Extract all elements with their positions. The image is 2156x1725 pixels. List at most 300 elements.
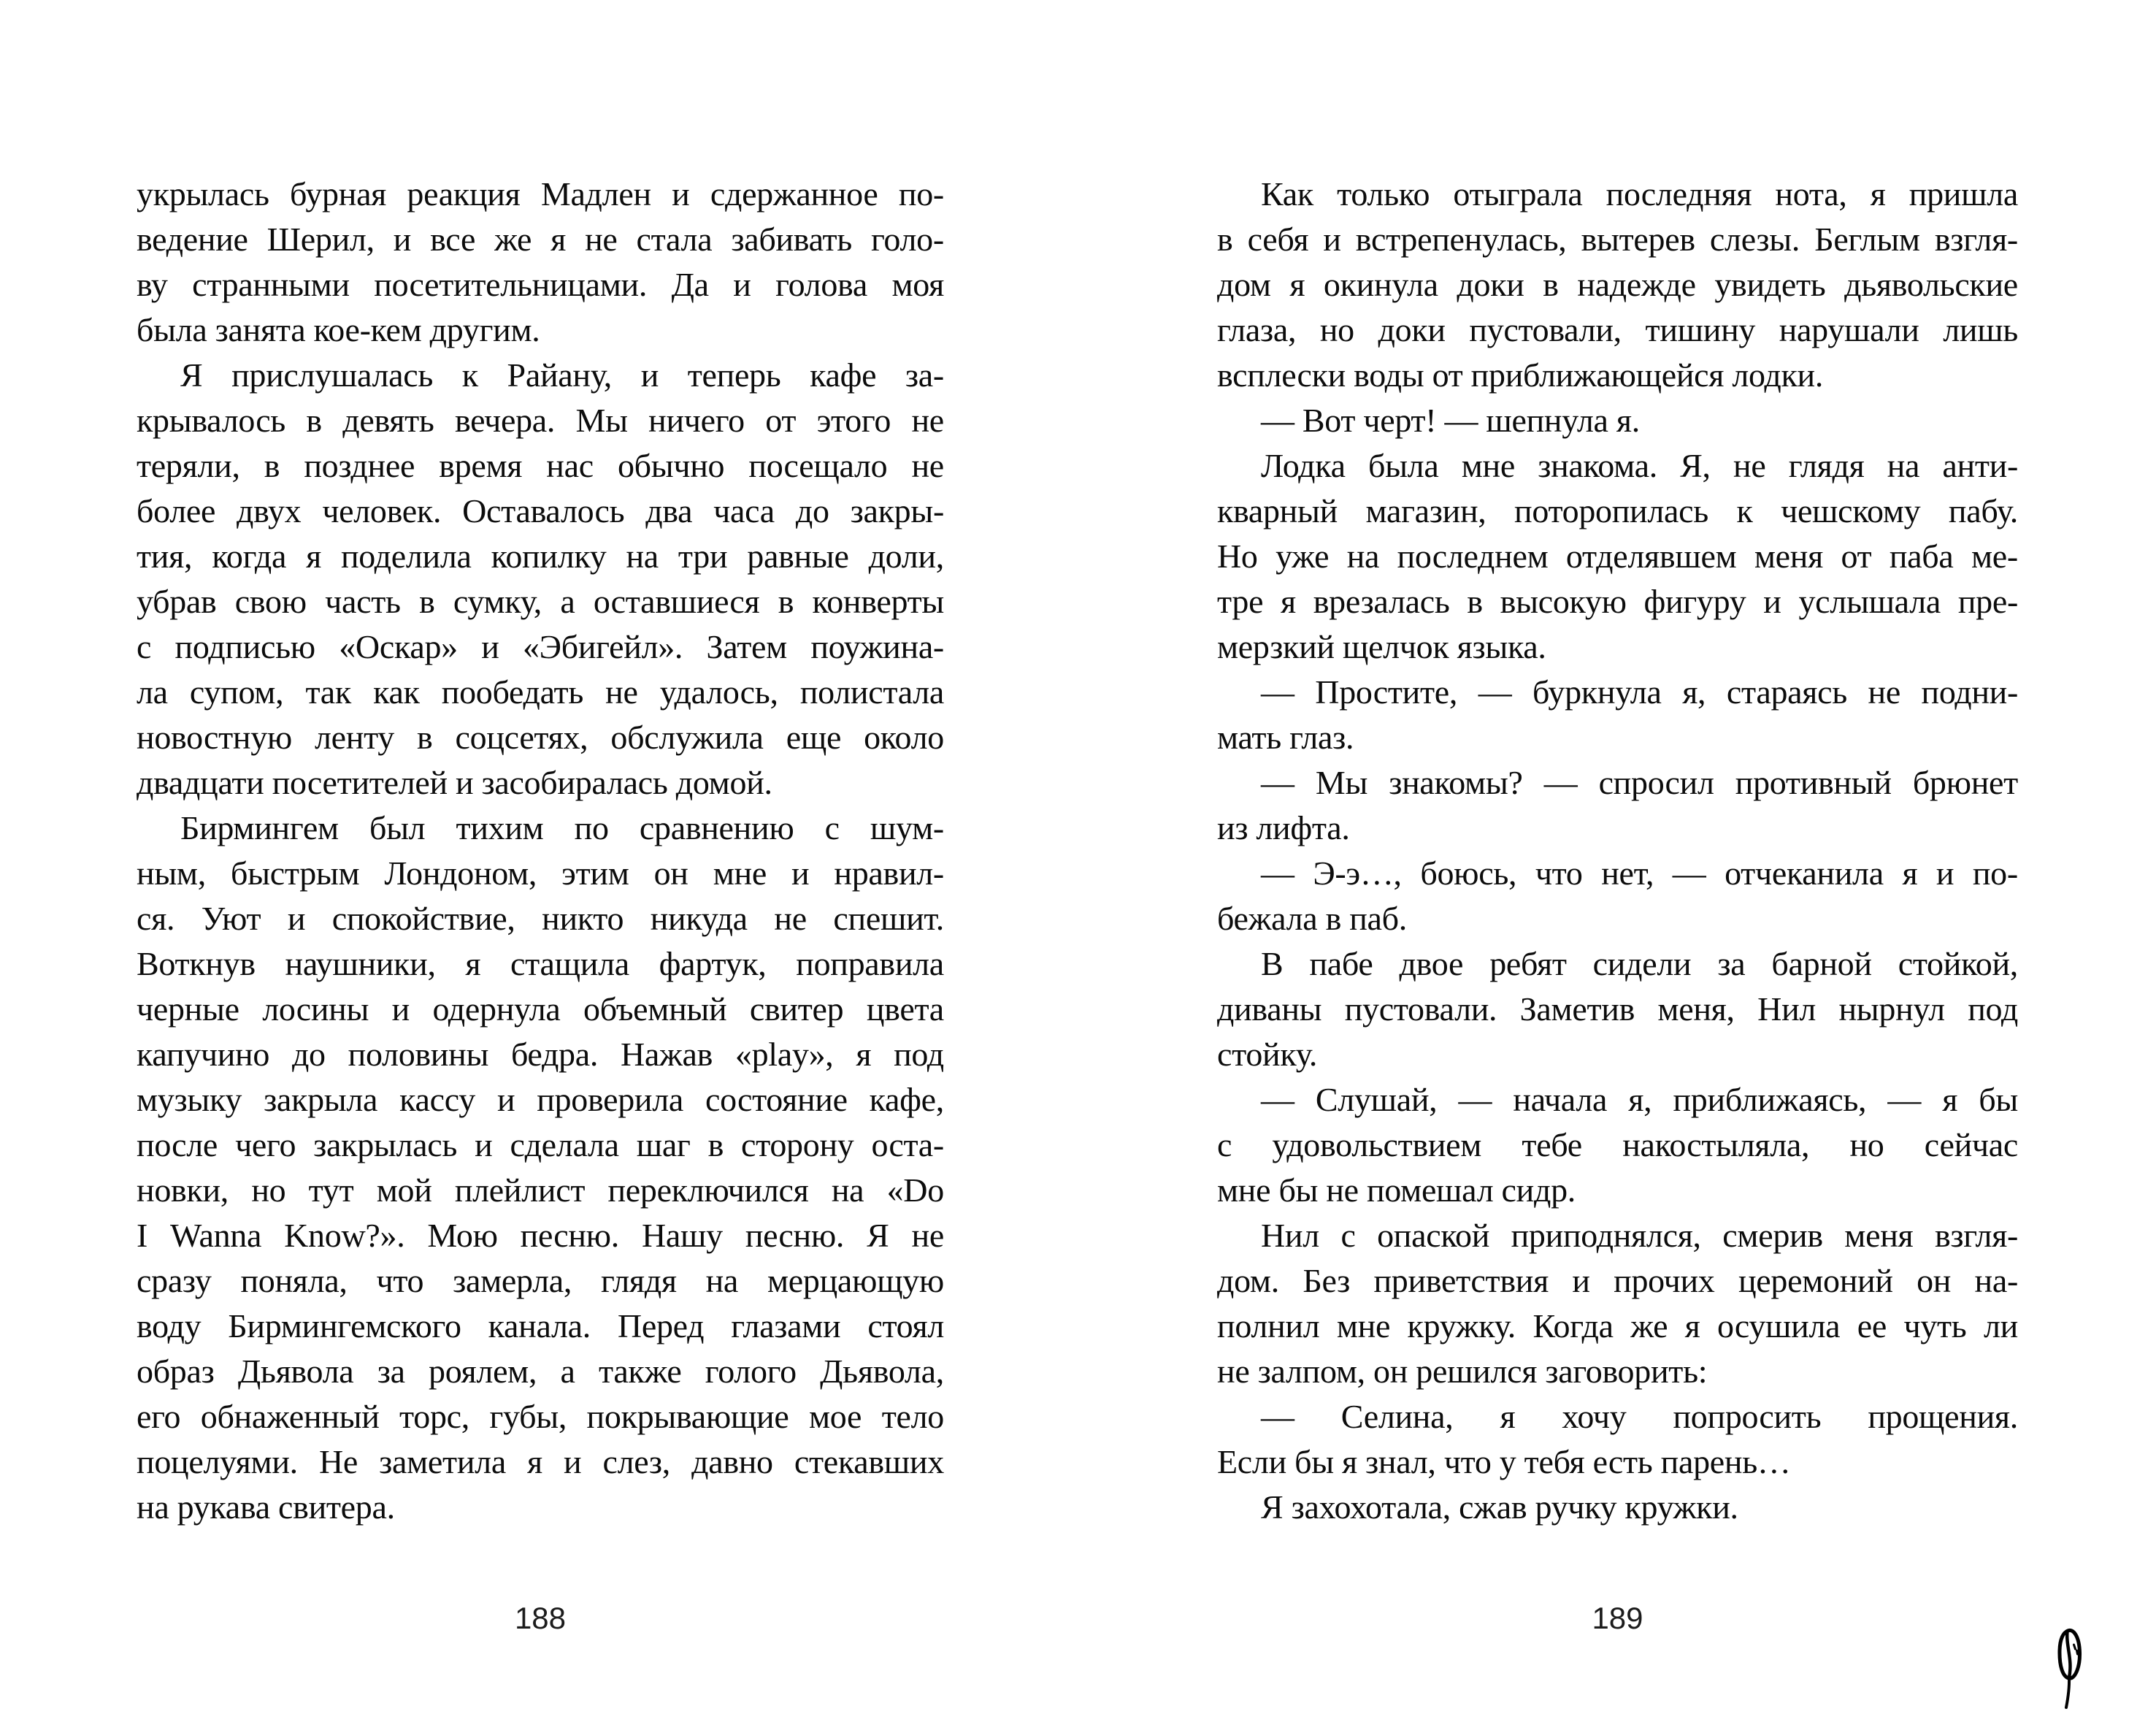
word: и [287, 900, 306, 937]
word: бурная [290, 175, 387, 213]
word: под [894, 1036, 944, 1073]
word: чуть [1903, 1307, 1967, 1345]
text-line [137, 1077, 944, 1122]
word: дом [1217, 266, 1271, 303]
text-line: всплески воды от приближающейся лодки. [1217, 356, 1824, 394]
word: барной [1771, 945, 1872, 982]
text-line [137, 579, 944, 624]
word: а [560, 1353, 575, 1390]
word: обнаженный [200, 1398, 380, 1435]
word: в [1217, 221, 1233, 258]
text-line [1217, 1122, 2018, 1168]
word: Райану, [507, 356, 612, 394]
word: канала. [488, 1307, 591, 1345]
text-line: двадцати посетителей и засобиралась домой. [137, 764, 772, 801]
word: Дьявола, [820, 1353, 944, 1390]
word: объемный [583, 990, 727, 1028]
word: черные [137, 990, 239, 1028]
word: никто [542, 900, 624, 937]
word: сравнению [639, 809, 794, 846]
word: но [1849, 1126, 1884, 1163]
word: ла [137, 673, 168, 711]
word: стоял [867, 1307, 944, 1345]
word: хочу [1562, 1398, 1627, 1435]
feather-icon [2052, 1626, 2087, 1710]
text-line [137, 896, 944, 941]
word: проверила [537, 1081, 684, 1118]
word: пустовали, [1469, 311, 1622, 348]
word: торс, [399, 1398, 469, 1435]
word: теперь [687, 356, 781, 394]
word: на [705, 1262, 739, 1299]
word: обычно [617, 447, 725, 484]
word: спешит. [833, 900, 944, 937]
word: но [1319, 311, 1354, 348]
word: нас [546, 447, 594, 484]
word: я [550, 221, 567, 258]
text-line [1217, 1258, 2018, 1304]
word: с [1340, 1217, 1356, 1254]
word: лишь [1943, 311, 2018, 348]
word: Мадлен [540, 175, 651, 213]
word: доки [1378, 311, 1446, 348]
word: Дьявола [237, 1353, 354, 1390]
text-line [137, 262, 944, 307]
word: на [831, 1171, 864, 1209]
word: Нашу [641, 1217, 723, 1254]
word: «Do [886, 1171, 944, 1209]
text-line [137, 624, 944, 670]
word: сделала [510, 1126, 619, 1163]
word: Мою [427, 1217, 498, 1254]
word: забивать [731, 221, 852, 258]
word: отчеканила [1725, 854, 1884, 892]
word: убрав [137, 583, 217, 620]
word: и [564, 1443, 582, 1480]
word: магазин, [1365, 492, 1486, 529]
word: стекавших [794, 1443, 944, 1480]
word: после [137, 1126, 218, 1163]
word: двое [1399, 945, 1464, 982]
word: обслужила [610, 719, 764, 756]
word: Бирмингем [180, 809, 339, 846]
word: Но [1217, 538, 1258, 575]
text-line [137, 987, 944, 1032]
word: не [911, 402, 944, 439]
word: с [137, 628, 152, 665]
word: музыку [137, 1081, 242, 1118]
word: оставшиеся [593, 583, 760, 620]
text-line: мать глаз. [1217, 719, 1354, 756]
word: встрепенулась, [1355, 221, 1567, 258]
text-line [137, 806, 944, 851]
word: Шерил, [266, 221, 375, 258]
text-line [137, 1304, 944, 1349]
word: переключился [607, 1171, 809, 1209]
text-line [137, 398, 944, 443]
word: анти- [1942, 447, 2018, 484]
word: и [1936, 854, 1954, 892]
word: смерив [1722, 1217, 1823, 1254]
word: два [645, 492, 693, 529]
word: — [1261, 854, 1294, 892]
word: и [393, 221, 412, 258]
word: от [765, 402, 797, 439]
word: доки [1457, 266, 1524, 303]
word: Простите, [1315, 673, 1458, 711]
word: же [1630, 1307, 1668, 1345]
word: Лодка [1261, 447, 1346, 484]
word: вытерев [1581, 221, 1695, 258]
word: мой [376, 1171, 432, 1209]
word: замерла, [453, 1262, 572, 1299]
word: высокую [1500, 583, 1627, 620]
word: пришла [1908, 175, 2018, 213]
word: в [417, 719, 433, 756]
word: соцсетях, [455, 719, 588, 756]
word: взгля- [1934, 1217, 2018, 1254]
word: к [461, 356, 478, 394]
text-line [137, 670, 944, 715]
word: крывалось [137, 402, 285, 439]
word: и [475, 1126, 493, 1163]
word: я [1902, 854, 1918, 892]
word: же [494, 221, 532, 258]
word: отделявшем [1565, 538, 1737, 575]
word: ся. [137, 900, 175, 937]
word: конверты [812, 583, 944, 620]
word: Не [318, 1443, 358, 1480]
word: три [678, 538, 728, 575]
word: нет, [1601, 854, 1654, 892]
word: я [856, 1036, 872, 1073]
word: не [911, 1217, 944, 1254]
word: а [560, 583, 575, 620]
word: — [1887, 1081, 1922, 1118]
word: этого [816, 402, 891, 439]
word: одернула [432, 990, 561, 1028]
word: вечера. [455, 402, 556, 439]
word: поделила [340, 538, 472, 575]
word: теряли, [137, 447, 240, 484]
word: равные [747, 538, 849, 575]
word: состояние [705, 1081, 848, 1118]
word: нарушали [1779, 311, 1919, 348]
word: и [391, 990, 410, 1028]
word: на- [1974, 1262, 2018, 1299]
word: меня, [1657, 990, 1735, 1028]
word: человек. [322, 492, 442, 529]
word: я [1281, 583, 1296, 620]
word: на [626, 538, 659, 575]
word: шаг [636, 1126, 691, 1163]
word: воду [137, 1307, 202, 1345]
word: покрывающие [586, 1398, 789, 1435]
word: Я, [1680, 447, 1711, 484]
word: новки, [137, 1171, 229, 1209]
word: Оставалось [462, 492, 625, 529]
word: до [795, 492, 829, 529]
word: тихим [456, 809, 544, 846]
word: не [1733, 447, 1766, 484]
word: знакома. [1538, 447, 1657, 484]
word: в [419, 583, 435, 620]
word: дом. [1217, 1262, 1279, 1299]
word: его [137, 1398, 181, 1435]
text-line: была занята кое-кем другим. [137, 311, 540, 348]
text-line [137, 1122, 944, 1168]
word: сейчас [1924, 1126, 2018, 1163]
word: Wanna [170, 1217, 262, 1254]
word: не [1868, 673, 1900, 711]
word: образ [137, 1353, 215, 1390]
word: последнем [1397, 538, 1549, 575]
word: последняя [1606, 175, 1752, 213]
text-line: Если бы я знал, что у тебя есть парень… [1217, 1443, 1791, 1480]
word: меня [1754, 538, 1823, 575]
word: себя [1247, 221, 1309, 258]
word: губы, [489, 1398, 567, 1435]
word: — [1261, 673, 1294, 711]
word: стащила [510, 945, 629, 982]
word: меня [1844, 1217, 1914, 1254]
word: и [1572, 1262, 1590, 1299]
word: не [774, 900, 807, 937]
text-line [1217, 262, 2018, 307]
word: тут [308, 1171, 354, 1209]
word: тишину [1645, 311, 1756, 348]
text-line [1217, 172, 2018, 217]
text-line [1217, 1213, 2018, 1258]
word: еще [786, 719, 842, 756]
word: пабу. [1948, 492, 2018, 529]
word: спросил [1598, 764, 1714, 801]
word: песню. [745, 1217, 845, 1254]
word: «play», [734, 1036, 834, 1073]
text-line [137, 172, 944, 217]
word: Беглым [1814, 221, 1920, 258]
word: ли [1983, 1307, 2018, 1345]
word: — [1672, 854, 1706, 892]
word: по [574, 809, 609, 846]
word: и [672, 175, 690, 213]
word: Know?». [284, 1217, 405, 1254]
word: мерцающую [767, 1262, 944, 1299]
text-line [137, 1032, 944, 1077]
word: диваны [1217, 990, 1322, 1028]
word: мне [1336, 1307, 1391, 1345]
word: в [264, 447, 280, 484]
word: — [1261, 1081, 1294, 1118]
word: Э-э…, [1313, 854, 1402, 892]
word: была [1367, 447, 1439, 484]
word: Нил [1261, 1217, 1319, 1254]
word: закрылась [313, 1126, 458, 1163]
word: так [305, 673, 351, 711]
text-line [137, 534, 944, 579]
word: странными [192, 266, 350, 303]
text-line: мерзкий щелчок языка. [1217, 628, 1546, 665]
word: цвета [866, 990, 944, 1028]
word: как [373, 673, 420, 711]
text-line [137, 217, 944, 262]
word: нравил- [834, 854, 944, 892]
word: посетительницами. [374, 266, 648, 303]
text-line: — Вот черт! — шепнула я. [1261, 402, 1640, 439]
text-line [137, 443, 944, 489]
word: часа [713, 492, 775, 529]
word: ленту [315, 719, 395, 756]
word: шум- [870, 809, 944, 846]
word: сразу [137, 1262, 212, 1299]
word: поправила [796, 945, 944, 982]
word: давно [691, 1443, 773, 1480]
word: слезы. [1709, 221, 1800, 258]
word: — [1543, 764, 1578, 801]
word: кварный [1217, 492, 1338, 529]
word: не [605, 673, 638, 711]
word: поняла, [240, 1262, 348, 1299]
word: свою [234, 583, 307, 620]
word: сумку, [453, 583, 542, 620]
word: приподнялся, [1511, 1217, 1701, 1254]
word: нота, [1775, 175, 1847, 213]
word: кассу [399, 1081, 475, 1118]
word: только [1337, 175, 1430, 213]
word: осушила [1717, 1307, 1841, 1345]
word: супом, [189, 673, 284, 711]
word: Заметив [1519, 990, 1635, 1028]
word: не [585, 221, 618, 258]
text-line [137, 851, 944, 896]
word: ме- [1971, 538, 2018, 575]
word: и [733, 266, 751, 303]
word: когда [212, 538, 287, 575]
text-line [137, 941, 944, 987]
word: боюсь, [1420, 854, 1517, 892]
word: поцелуями. [137, 1443, 298, 1480]
word: копилку [491, 538, 607, 575]
word: голого [705, 1353, 797, 1390]
word: я [1942, 1081, 1958, 1118]
text-line [137, 1258, 944, 1304]
word: и [1323, 221, 1341, 258]
word: полистала [799, 673, 944, 711]
word: ее [1857, 1307, 1887, 1345]
word: песню. [520, 1217, 619, 1254]
word: Слушай, [1315, 1081, 1438, 1118]
word: и [481, 628, 499, 665]
word: пообедать [441, 673, 584, 711]
text-line: из лифта. [1217, 809, 1350, 846]
word: Я [867, 1217, 889, 1254]
word: — [1261, 1398, 1294, 1435]
word: около [864, 719, 944, 756]
word: также [598, 1353, 682, 1390]
word: я, [1682, 673, 1706, 711]
word: на [1346, 538, 1380, 575]
word: глядя [1788, 447, 1865, 484]
word: я, [1628, 1081, 1652, 1118]
word: новостную [137, 719, 292, 756]
text-line: на рукава свитера. [137, 1488, 395, 1526]
word: «Эбигейл». [522, 628, 683, 665]
word: тре [1217, 583, 1264, 620]
word: был [369, 809, 426, 846]
word: опаской [1377, 1217, 1490, 1254]
word: В [1261, 945, 1284, 982]
word: укрылась [137, 175, 269, 213]
word: роялем, [429, 1353, 537, 1390]
word: знакомы? [1389, 764, 1523, 801]
word: Нил [1757, 990, 1817, 1028]
word: мне [713, 854, 767, 892]
word: я [1289, 266, 1305, 303]
word: тия, [137, 538, 193, 575]
word: услышала [1798, 583, 1941, 620]
text-line [1217, 1304, 2018, 1349]
word: я [1500, 1398, 1516, 1435]
word: приближаясь, [1673, 1081, 1867, 1118]
text-line [1217, 1394, 2018, 1439]
word: стала [636, 221, 713, 258]
word: за- [905, 356, 944, 394]
word: отыграла [1453, 175, 1583, 213]
word: прочих [1614, 1262, 1715, 1299]
word: Как [1261, 175, 1313, 213]
word: моя [891, 266, 944, 303]
word: Лондоном, [384, 854, 537, 892]
word: заметила [379, 1443, 506, 1480]
word: надежде [1577, 266, 1696, 303]
word: сидели [1592, 945, 1692, 982]
word: ву [137, 266, 168, 303]
word: к [1736, 492, 1753, 529]
word: оста- [871, 1126, 944, 1163]
text-line [137, 1168, 944, 1213]
word: брюнет [1912, 764, 2018, 801]
word: в [1467, 583, 1483, 620]
text-line [1217, 987, 2018, 1032]
text-line [1217, 579, 2018, 624]
word: бы [1979, 1081, 2018, 1118]
word: закры- [850, 492, 944, 529]
word: я [306, 538, 321, 575]
word: наушники, [285, 945, 436, 982]
word: и [640, 356, 659, 394]
word: в [306, 402, 322, 439]
word: и [791, 854, 810, 892]
word: на [1887, 447, 1920, 484]
word: сторону [741, 1126, 854, 1163]
word: прощения. [1868, 1398, 2018, 1435]
word: глазами [731, 1307, 841, 1345]
word: девять [342, 402, 434, 439]
word: подписью [174, 628, 315, 665]
word: плейлист [454, 1171, 586, 1209]
word: поужина- [810, 628, 944, 665]
page-left-text [137, 172, 944, 1530]
word: глядя [601, 1262, 677, 1299]
text-line [137, 715, 944, 760]
word: «Оскар» [339, 628, 458, 665]
text-line [137, 489, 944, 534]
text-line [1217, 670, 2018, 715]
word: глаза, [1217, 311, 1297, 348]
word: кафе [810, 356, 877, 394]
text-line [1217, 534, 2018, 579]
word: закрыла [264, 1081, 378, 1118]
